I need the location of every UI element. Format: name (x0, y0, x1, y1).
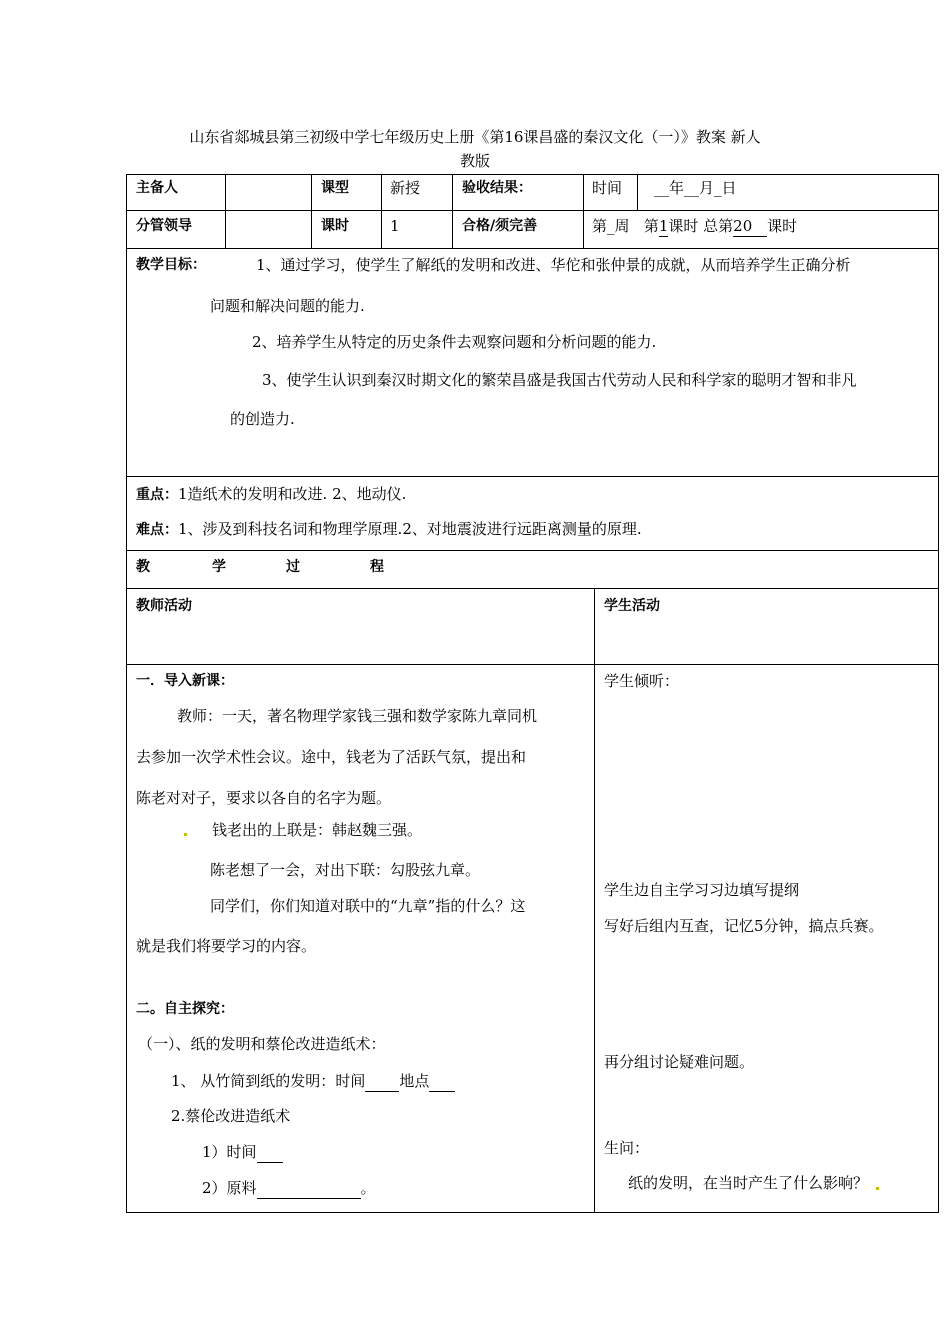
teacher-section-intro: 一．导入新课： (136, 673, 234, 689)
teacher-paragraph-1-line3: 陈老对对子，要求以各自的名字为题。 (136, 789, 392, 807)
teacher-paragraph-3: 陈老想了一会，对出下联：勾股弦九章。 (210, 861, 481, 879)
teacher-paragraph-4-line1: 同学们，你们知道对联中的“九章”指的什么？这 (210, 897, 526, 915)
pass-label: 合格/须完善 (462, 218, 538, 234)
key-points-text: 1造纸术的发明和改进. 2、地动仪. (178, 485, 407, 503)
table-border-right (938, 174, 939, 1213)
hours-value: 1 (390, 217, 400, 235)
material-blank (257, 1178, 361, 1199)
student-activity-1: 学生倾听： (604, 672, 680, 690)
lesson-type-value: 新授 (390, 179, 421, 197)
table-border-left (126, 174, 127, 1213)
time-blank (257, 1142, 283, 1163)
explore-item-2-2-end: 。 (360, 1179, 376, 1197)
table-row-divider (126, 550, 939, 551)
explore-item-1 (171, 1071, 455, 1092)
teacher-paragraph-1-line1: 教师：一天，著名物理学家钱三强和数学家陈九章同机 (177, 707, 538, 725)
explore-item-1-place: 地点 (399, 1072, 430, 1090)
process-heading-char-2: 学 (212, 559, 226, 575)
table-row-divider (126, 248, 939, 249)
marker-dot (184, 833, 187, 836)
explore-item-1-label: 1、 从竹简到纸的发明：时间 (171, 1072, 366, 1090)
student-activity-4: 再分组讨论疑难问题。 (604, 1053, 755, 1071)
objective-3-line2: 的创造力. (230, 410, 295, 428)
objective-1-line1: 1、通过学习，使学生了解纸的发明和改进、华佗和张仲景的成就，从而培养学生正确分析 (256, 256, 851, 274)
process-heading-char-1: 教 (136, 559, 150, 575)
period-prefix: 第 (643, 217, 659, 235)
objective-2: 2、培养学生从特定的历史条件去观察问题和分析问题的能力. (252, 333, 657, 351)
table-col-divider (311, 174, 312, 248)
explore-item-2-1-label: 1）时间 (202, 1143, 257, 1161)
table-row-divider (126, 210, 939, 211)
explore-item-2-1 (202, 1142, 283, 1163)
lesson-plan-table (126, 174, 939, 1213)
preparer-label: 主备人 (136, 180, 178, 196)
student-activity-6: 纸的发明，在当时产生了什么影响？ (628, 1174, 869, 1192)
teacher-section-explore: 二。自主探究： (136, 1001, 234, 1017)
teacher-activity-label: 教师活动 (136, 598, 192, 614)
explore-item-2-2 (202, 1178, 376, 1199)
table-col-divider (381, 174, 382, 248)
total-suffix: 课时 (767, 217, 798, 235)
table-border-top (126, 174, 939, 175)
teacher-paragraph-4-line2: 就是我们将要学习的内容。 (136, 937, 317, 955)
leader-label: 分管领导 (136, 218, 192, 234)
period-info (592, 216, 797, 237)
period-suffix: 课时 总第 (668, 217, 734, 235)
table-col-divider (452, 174, 453, 248)
process-heading-char-4: 程 (370, 559, 384, 575)
period-number: 1 (658, 217, 669, 235)
marker-dot (876, 1187, 879, 1190)
document-title-line1: 山东省郯城县第三初级中学七年级历史上册《第16课昌盛的秦汉文化（一）》教案 新人 (189, 128, 761, 146)
table-row-divider (126, 664, 939, 665)
table-col-divider (637, 174, 638, 210)
lesson-type-label: 课型 (321, 180, 349, 196)
process-heading-char-3: 过 (286, 559, 300, 575)
key-points-label: 重点： (136, 487, 178, 503)
key-points (136, 484, 406, 505)
table-border-bottom (126, 1212, 939, 1213)
table-col-divider (583, 174, 584, 248)
hours-label: 课时 (321, 218, 349, 234)
table-col-divider (225, 174, 226, 248)
explore-subsection-1: （一）、纸的发明和蔡伦改进造纸术： (138, 1035, 386, 1053)
table-row-divider (126, 476, 939, 477)
objectives-label: 教学目标： (136, 257, 206, 273)
student-activity-label: 学生活动 (604, 598, 660, 614)
teacher-paragraph-2: 钱老出的上联是：韩赵魏三强。 (212, 821, 423, 839)
time-blank (365, 1071, 399, 1092)
student-activity-5: 生问： (604, 1139, 650, 1157)
week-label: 第_周 (592, 217, 630, 235)
place-blank (429, 1071, 455, 1092)
difficulties-label: 难点： (136, 522, 178, 538)
teacher-paragraph-1-line2: 去参加一次学术性会议。途中，钱老为了活跃气氛，提出和 (136, 748, 527, 766)
objective-1-line2: 问题和解决问题的能力. (210, 297, 365, 315)
date-value: __年__月_日 (654, 179, 737, 197)
difficulties-text: 1、涉及到科技名词和物理学原理.2、对地震波进行远距离测量的原理. (178, 520, 642, 538)
activity-col-divider (594, 588, 595, 1213)
objective-3-line1: 3、使学生认识到秦汉时期文化的繁荣昌盛是我国古代劳动人民和科学家的聪明才智和非凡 (262, 371, 857, 389)
total-number: 20 (733, 216, 767, 237)
difficulties (136, 519, 642, 540)
time-label: 时间 (592, 179, 623, 197)
student-activity-2: 学生边自主学习习边填写提纲 (604, 881, 800, 899)
explore-item-2-2-label: 2）原料 (202, 1179, 257, 1197)
document-title-line2: 教版 (459, 152, 490, 170)
acceptance-label: 验收结果： (462, 180, 532, 196)
table-row-divider (126, 588, 939, 589)
explore-item-2: 2.蔡伦改进造纸术 (171, 1107, 291, 1125)
student-activity-3: 写好后组内互查，记忆5分钟，搞点兵赛。 (604, 917, 884, 935)
